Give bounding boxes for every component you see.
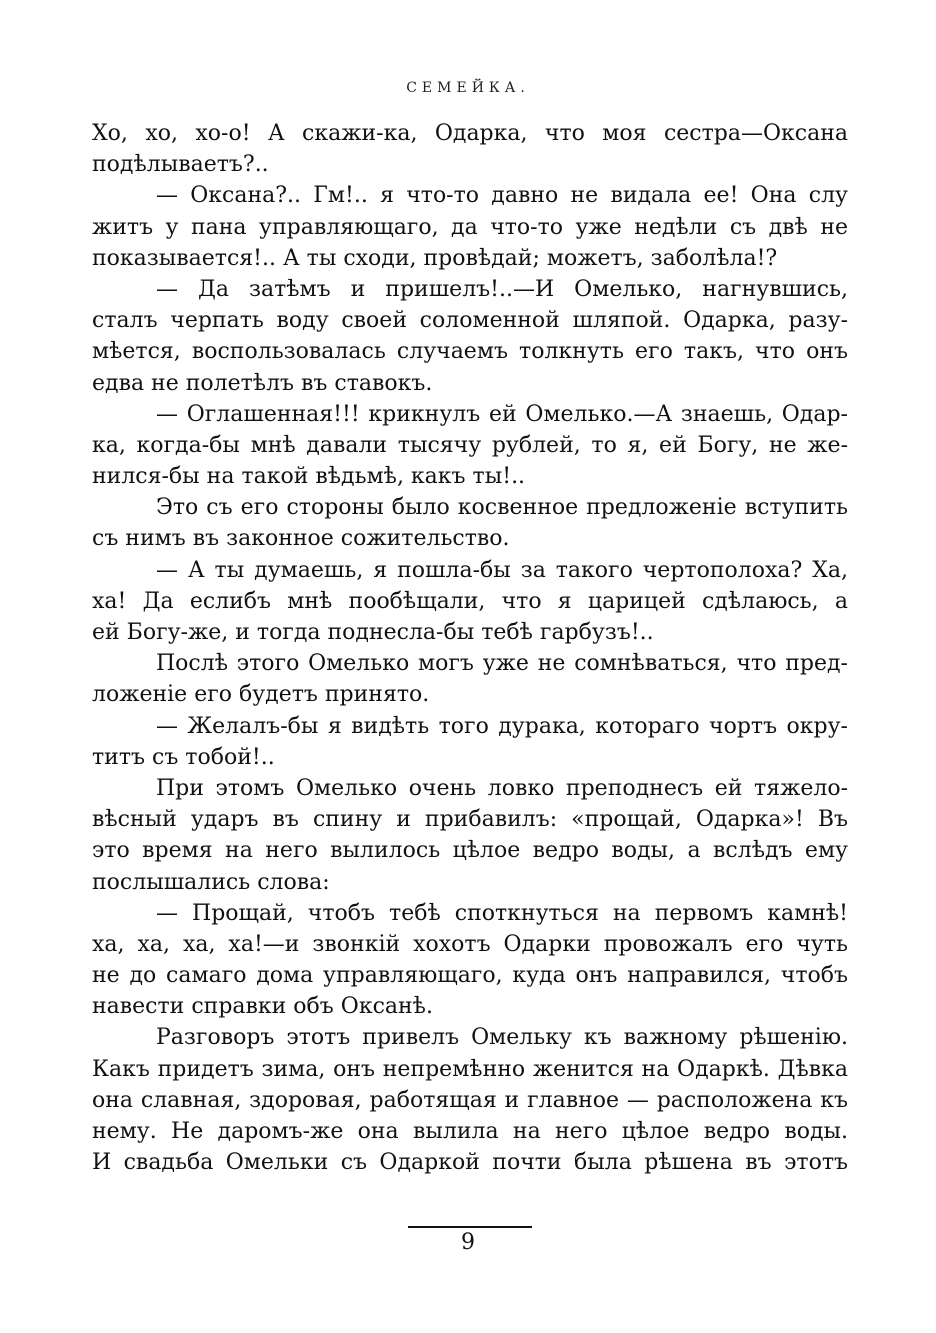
footer-rule <box>408 1226 532 1228</box>
text-line: подѣлываетъ?.. <box>92 152 269 178</box>
text-line: Хо, хо, хо-о! А скажи-ка, Одарка, что моя сестра—Оксана <box>92 121 848 146</box>
text-line: — Да затѣмъ и пришелъ!..—И Омелько, нагнувшись, <box>156 276 848 302</box>
text-line: — Прощай, чтобъ тебѣ споткнуться на первомъ камнѣ! <box>156 900 848 926</box>
text-line: ей Богу-же, и тогда поднесла-бы тебѣ гарбузъ!.. <box>92 620 654 645</box>
text-line: Разговоръ этотъ привелъ Омельку къ важному рѣшенію. <box>156 1025 848 1051</box>
text-line: мѣется, воспользовалась случаемъ толкнуть его такъ, что онъ <box>92 339 848 365</box>
text-line: она славная, здоровая, работящая и главное — расположена къ <box>92 1087 848 1113</box>
text-line: ха! Да еслибъ мнѣ пообѣщали, что я царицей сдѣлаюсь, а <box>92 588 848 614</box>
text-line: Это съ его стороны было косвенное предложеніе вступить <box>156 495 848 521</box>
text-line: нему. Не даромъ-же она вылила на него цѣлое ведро воды. <box>92 1119 848 1144</box>
running-title: СЕМЕЙКА. <box>406 80 530 96</box>
text-line: навести справки объ Оксанѣ. <box>92 994 433 1020</box>
text-line: титъ съ тобой!.. <box>92 744 275 770</box>
text-line: Какъ придетъ зима, онъ непремѣнно женится на Одаркѣ. Дѣвка <box>92 1056 848 1082</box>
text-line: не до самаго дома управляющаго, куда онъ направился, чтобъ <box>92 963 848 989</box>
text-line: ка, когда-бы мнѣ давали тысячу рублей, то я, ей Богу, не же- <box>92 432 848 458</box>
text-line: — Желалъ-бы я видѣть того дурака, котораго чортъ окру- <box>156 713 848 739</box>
text-line: съ нимъ въ законное сожительство. <box>92 526 510 552</box>
text-line: — А ты думаешь, я пошла-бы за такого чертополоха? Ха, <box>156 557 848 583</box>
text-line: вѣсный ударъ въ спину и прибавилъ: «прощай, Одарка»! Въ <box>92 807 848 833</box>
text-line: Послѣ этого Омелько могъ уже не сомнѣваться, что пред- <box>156 651 848 677</box>
text-line: послышались слова: <box>92 869 330 895</box>
text-line: сталъ черпать воду своей соломенной шляпой. Одарка, разу- <box>92 308 848 334</box>
text-line: показывается!.. А ты сходи, провѣдай; можетъ, заболѣла!? <box>92 245 778 271</box>
text-line: нился-бы на такой вѣдьмѣ, какъ ты!.. <box>92 464 526 490</box>
text-line: И свадьба Омельки съ Одаркой почти была рѣшена въ этотъ <box>92 1150 848 1176</box>
page-number: 9 <box>461 1230 475 1255</box>
text-line: едва не полетѣлъ въ ставокъ. <box>92 370 433 396</box>
text-line: — Оглашенная!!! крикнулъ ей Омелько.—А знаешь, Одар- <box>156 401 848 427</box>
text-line: При этомъ Омелько очень ловко преподнесъ ей тяжело- <box>156 775 848 801</box>
text-line: житъ у пана управляющаго, да что-то уже недѣли съ двѣ не <box>92 214 848 240</box>
text-line: это время на него вылилось цѣлое ведро воды, а вслѣдъ ему <box>92 838 848 864</box>
page-text <box>92 118 848 1178</box>
text-line: ха, ха, ха, ха!—и звонкій хохотъ Одарки провожалъ его чуть <box>92 931 848 957</box>
text-line: — Оксана?.. Гм!.. я что-то давно не видала ее! Она слу <box>156 183 848 209</box>
text-line: ложеніе его будетъ принято. <box>92 682 430 708</box>
